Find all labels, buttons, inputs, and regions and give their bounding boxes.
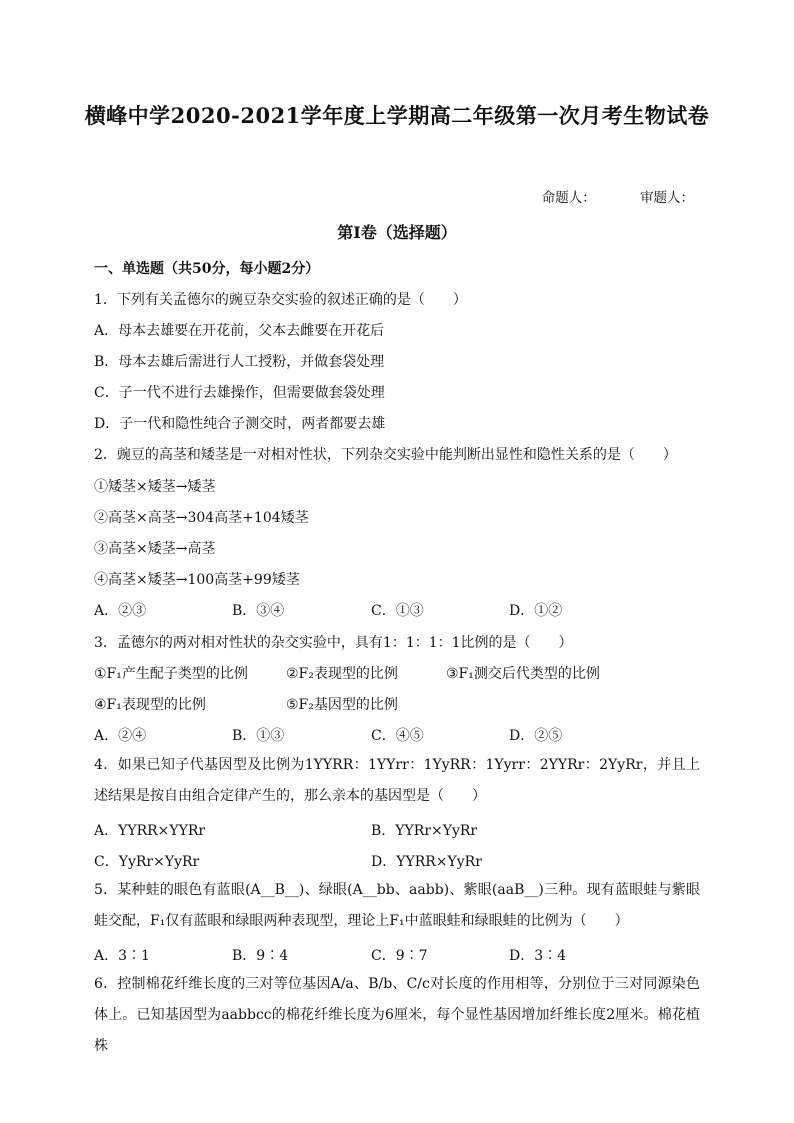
q5-stem: 5．某种蛙的眼色有蓝眼(A__B__)、绿眼(A__bb、aabb)、紫眼(aaB__)三种。现有蓝眼蛙与紫眼蛙交配，F₁仅有蓝眼和绿眼两种表现型，理论上F₁中蓝眼蛙和绿眼蛙的比例为（ ） <box>94 882 700 929</box>
q6-stem: 6．控制棉花纤维长度的三对等位基因A/a、B/b、C/c对长度的作用相等，分别位于三对同源染色体上。已知基因型为aabbcc的棉花纤维长度为6厘米，每个显性基因增加纤维长度2厘米。棉花植株 <box>94 976 700 1054</box>
q1-stem: 1．下列有关孟德尔的豌豆杂交实验的叙述正确的是（ ） <box>94 292 467 308</box>
q4-option-b: B．YYRr×YyRr <box>371 823 478 839</box>
author-line <box>542 186 694 206</box>
q1-option-b: B．母本去雄后需进行人工授粉，并做套袋处理 <box>94 354 385 370</box>
q4-option-c: C．YyRr×YyRr <box>94 854 200 870</box>
q3-option-a: A．②④ <box>94 728 147 744</box>
q3-option-d: D．②⑤ <box>509 728 563 744</box>
q2-option-b: B．③④ <box>232 603 285 619</box>
q3-item-1: ①F₁产生配子类型的比例 <box>94 666 248 682</box>
q4-stem: 4．如果已知子代基因型及比例为1YYRR：1YYrr：1YyRR：1Yyrr：2YYRr：2YyRr，并且上述结果是按自由组合定律产生的，那么亲本的基因型是（ ） <box>94 757 700 804</box>
part-title: 一、单选题（共50分，每小题2分） <box>94 261 320 277</box>
q2-item-4: ④高茎×矮茎→100高茎+99矮茎 <box>94 572 300 588</box>
q2-stem: 2．豌豆的高茎和矮茎是一对相对性状，下列杂交实验中能判断出显性和隐性关系的是（ ） <box>94 447 677 463</box>
q1-option-a: A．母本去雄要在开花前，父本去雌要在开花后 <box>94 323 385 339</box>
q4-option-a: A．YYRR×YYRr <box>94 823 206 839</box>
q3-option-c: C．④⑤ <box>371 728 424 744</box>
q3-option-b: B．①③ <box>232 728 285 744</box>
q3-stem: 3．孟德尔的两对相对性状的杂交实验中，具有1：1：1：1比例的是（ ） <box>94 635 573 651</box>
q2-item-1: ①矮茎×矮茎→矮茎 <box>94 479 216 495</box>
q2-option-a: A．②③ <box>94 603 147 619</box>
q2-option-d: D．①② <box>509 603 563 619</box>
q1-option-c: C．子一代不进行去雄操作，但需要做套袋处理 <box>94 385 385 401</box>
q3-item-2: ②F₂表现型的比例 <box>286 666 398 682</box>
q3-item-5: ⑤F₂基因型的比例 <box>286 697 398 713</box>
section-title: 第Ⅰ卷（选择题） <box>337 223 457 242</box>
q2-option-c: C．①③ <box>371 603 424 619</box>
setter-label: 命题人： <box>541 190 596 206</box>
exam-title: 横峰中学2020-2021学年度上学期高二年级第一次月考生物试卷 <box>84 103 710 128</box>
q2-item-2: ②高茎×高茎→304高茎+104矮茎 <box>94 510 309 526</box>
q1-option-d: D．子一代和隐性纯合子测交时，两者都要去雄 <box>94 416 386 432</box>
q5-option-c: C．9∶7 <box>371 948 428 964</box>
reviewer-label: 审题人： <box>640 190 694 206</box>
q3-item-3: ③F₁测交后代类型的比例 <box>446 666 600 682</box>
q5-option-d: D．3∶4 <box>509 948 567 964</box>
q5-option-a: A．3∶1 <box>94 948 150 964</box>
q4-option-d: D．YYRR×YyRr <box>371 854 482 870</box>
q2-item-3: ③高茎×矮茎→高茎 <box>94 541 216 557</box>
q3-item-4: ④F₁表现型的比例 <box>94 697 206 713</box>
q5-option-b: B．9∶4 <box>232 948 289 964</box>
